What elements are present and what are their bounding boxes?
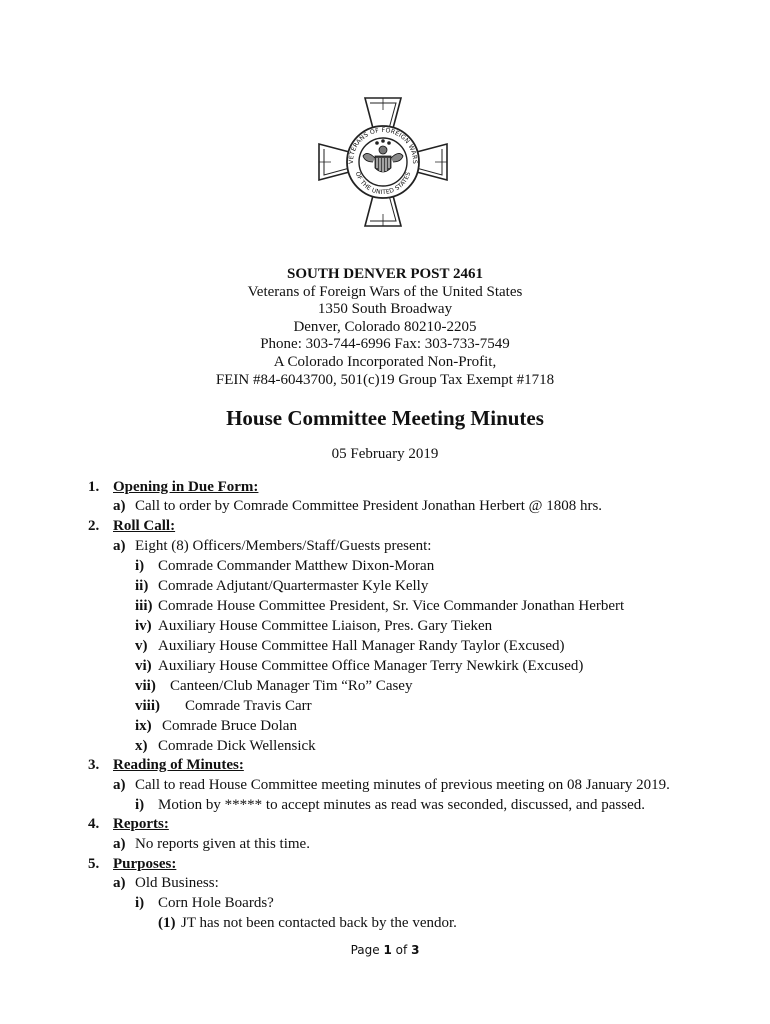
attendee-name: Auxiliary House Committee Liaison, Pres. Gary Tieken — [158, 618, 493, 634]
item-label: (1) — [158, 915, 176, 931]
attendee-label: i) — [135, 558, 145, 574]
attendee-name: Comrade Adjutant/Quartermaster Kyle Kelly — [158, 578, 429, 594]
section-title: Reading of Minutes: — [113, 757, 244, 773]
attendee-name: Comrade Dick Wellensick — [158, 738, 316, 754]
item-text: No reports given at this time. — [135, 836, 310, 852]
item-label: i) — [135, 895, 145, 911]
item-text: Corn Hole Boards? — [158, 895, 274, 911]
attendee-label: vi) — [135, 658, 152, 674]
item-label: a) — [113, 538, 126, 554]
attendee-name: Auxiliary House Committee Hall Manager Randy Taylor (Excused) — [158, 638, 565, 654]
attendee-label: vii) — [135, 678, 156, 694]
letterhead — [0, 266, 770, 389]
logo-text-top: VETERANS OF FOREIGN WARS — [347, 126, 419, 165]
attendee-label: ix) — [135, 718, 152, 734]
org-status: A Colorado Incorporated Non-Profit, — [273, 353, 497, 370]
attendee-name: Comrade House Committee President, Sr. Vice Commander Jonathan Herbert — [158, 598, 625, 614]
section-title: Reports: — [113, 816, 169, 832]
attendee-label: iv) — [135, 618, 152, 634]
section-number: 4. — [88, 816, 100, 832]
of-word: of — [395, 943, 408, 957]
item-text: Old Business: — [135, 875, 219, 891]
section-title: Opening in Due Form: — [113, 479, 259, 495]
address-line-1: 1350 South Broadway — [317, 301, 453, 318]
item-text: Call to read House Committee meeting minutes of previous meeting on 08 January 2019. — [135, 777, 670, 793]
meeting-date: 05 February 2019 — [331, 446, 439, 462]
attendee-name: Comrade Commander Matthew Dixon-Moran — [158, 558, 435, 574]
item-text: Eight (8) Officers/Members/Staff/Guests present: — [135, 538, 432, 554]
org-full-name: Veterans of Foreign Wars of the United States — [247, 283, 523, 300]
attendee-label: iii) — [135, 598, 153, 614]
attendee-name: Canteen/Club Manager Tim “Ro” Casey — [170, 678, 413, 694]
section-number: 1. — [88, 479, 100, 495]
org-name: SOUTH DENVER POST 2461 — [286, 266, 483, 282]
attendee-label: x) — [135, 738, 148, 754]
address-line-2: Denver, Colorado 80210-2205 — [293, 318, 477, 335]
logo-text-bottom: OF THE UNITED STATES — [353, 170, 413, 197]
attendee-label: viii) — [135, 698, 160, 714]
attendee-label: ii) — [135, 578, 149, 594]
phone-fax: Phone: 303-744-6996 Fax: 303-733-7549 — [260, 336, 510, 353]
section-title: Roll Call: — [113, 518, 176, 534]
item-label: i) — [135, 797, 145, 813]
document-title: House Committee Meeting Minutes — [226, 406, 544, 430]
section-number: 5. — [88, 856, 100, 872]
page-footer — [0, 943, 770, 957]
attendee-name: Comrade Travis Carr — [185, 698, 312, 714]
page-word: Page — [350, 943, 380, 957]
attendee-label: v) — [135, 638, 148, 654]
fein-line: FEIN #84-6043700, 501(c)19 Group Tax Exempt #1718 — [215, 371, 555, 388]
item-label: a) — [113, 836, 126, 852]
item-label: a) — [113, 777, 126, 793]
vfw-emblem-logo — [317, 96, 449, 228]
item-label: a) — [113, 498, 126, 514]
item-label: a) — [113, 875, 126, 891]
attendee-name: Auxiliary House Committee Office Manager Terry Newkirk (Excused) — [158, 658, 584, 674]
page-total: 3 — [411, 943, 420, 957]
section-number: 3. — [88, 757, 100, 773]
attendee-name: Comrade Bruce Dolan — [162, 718, 297, 734]
item-text: Motion by ***** to accept minutes as read was seconded, discussed, and passed. — [158, 797, 645, 813]
section-number: 2. — [88, 518, 100, 534]
page-current: 1 — [383, 943, 392, 957]
item-text: JT has not been contacted back by the vendor. — [181, 915, 457, 931]
section-title: Purposes: — [113, 856, 177, 872]
item-text: Call to order by Comrade Committee President Jonathan Herbert @ 1808 hrs. — [135, 498, 603, 514]
